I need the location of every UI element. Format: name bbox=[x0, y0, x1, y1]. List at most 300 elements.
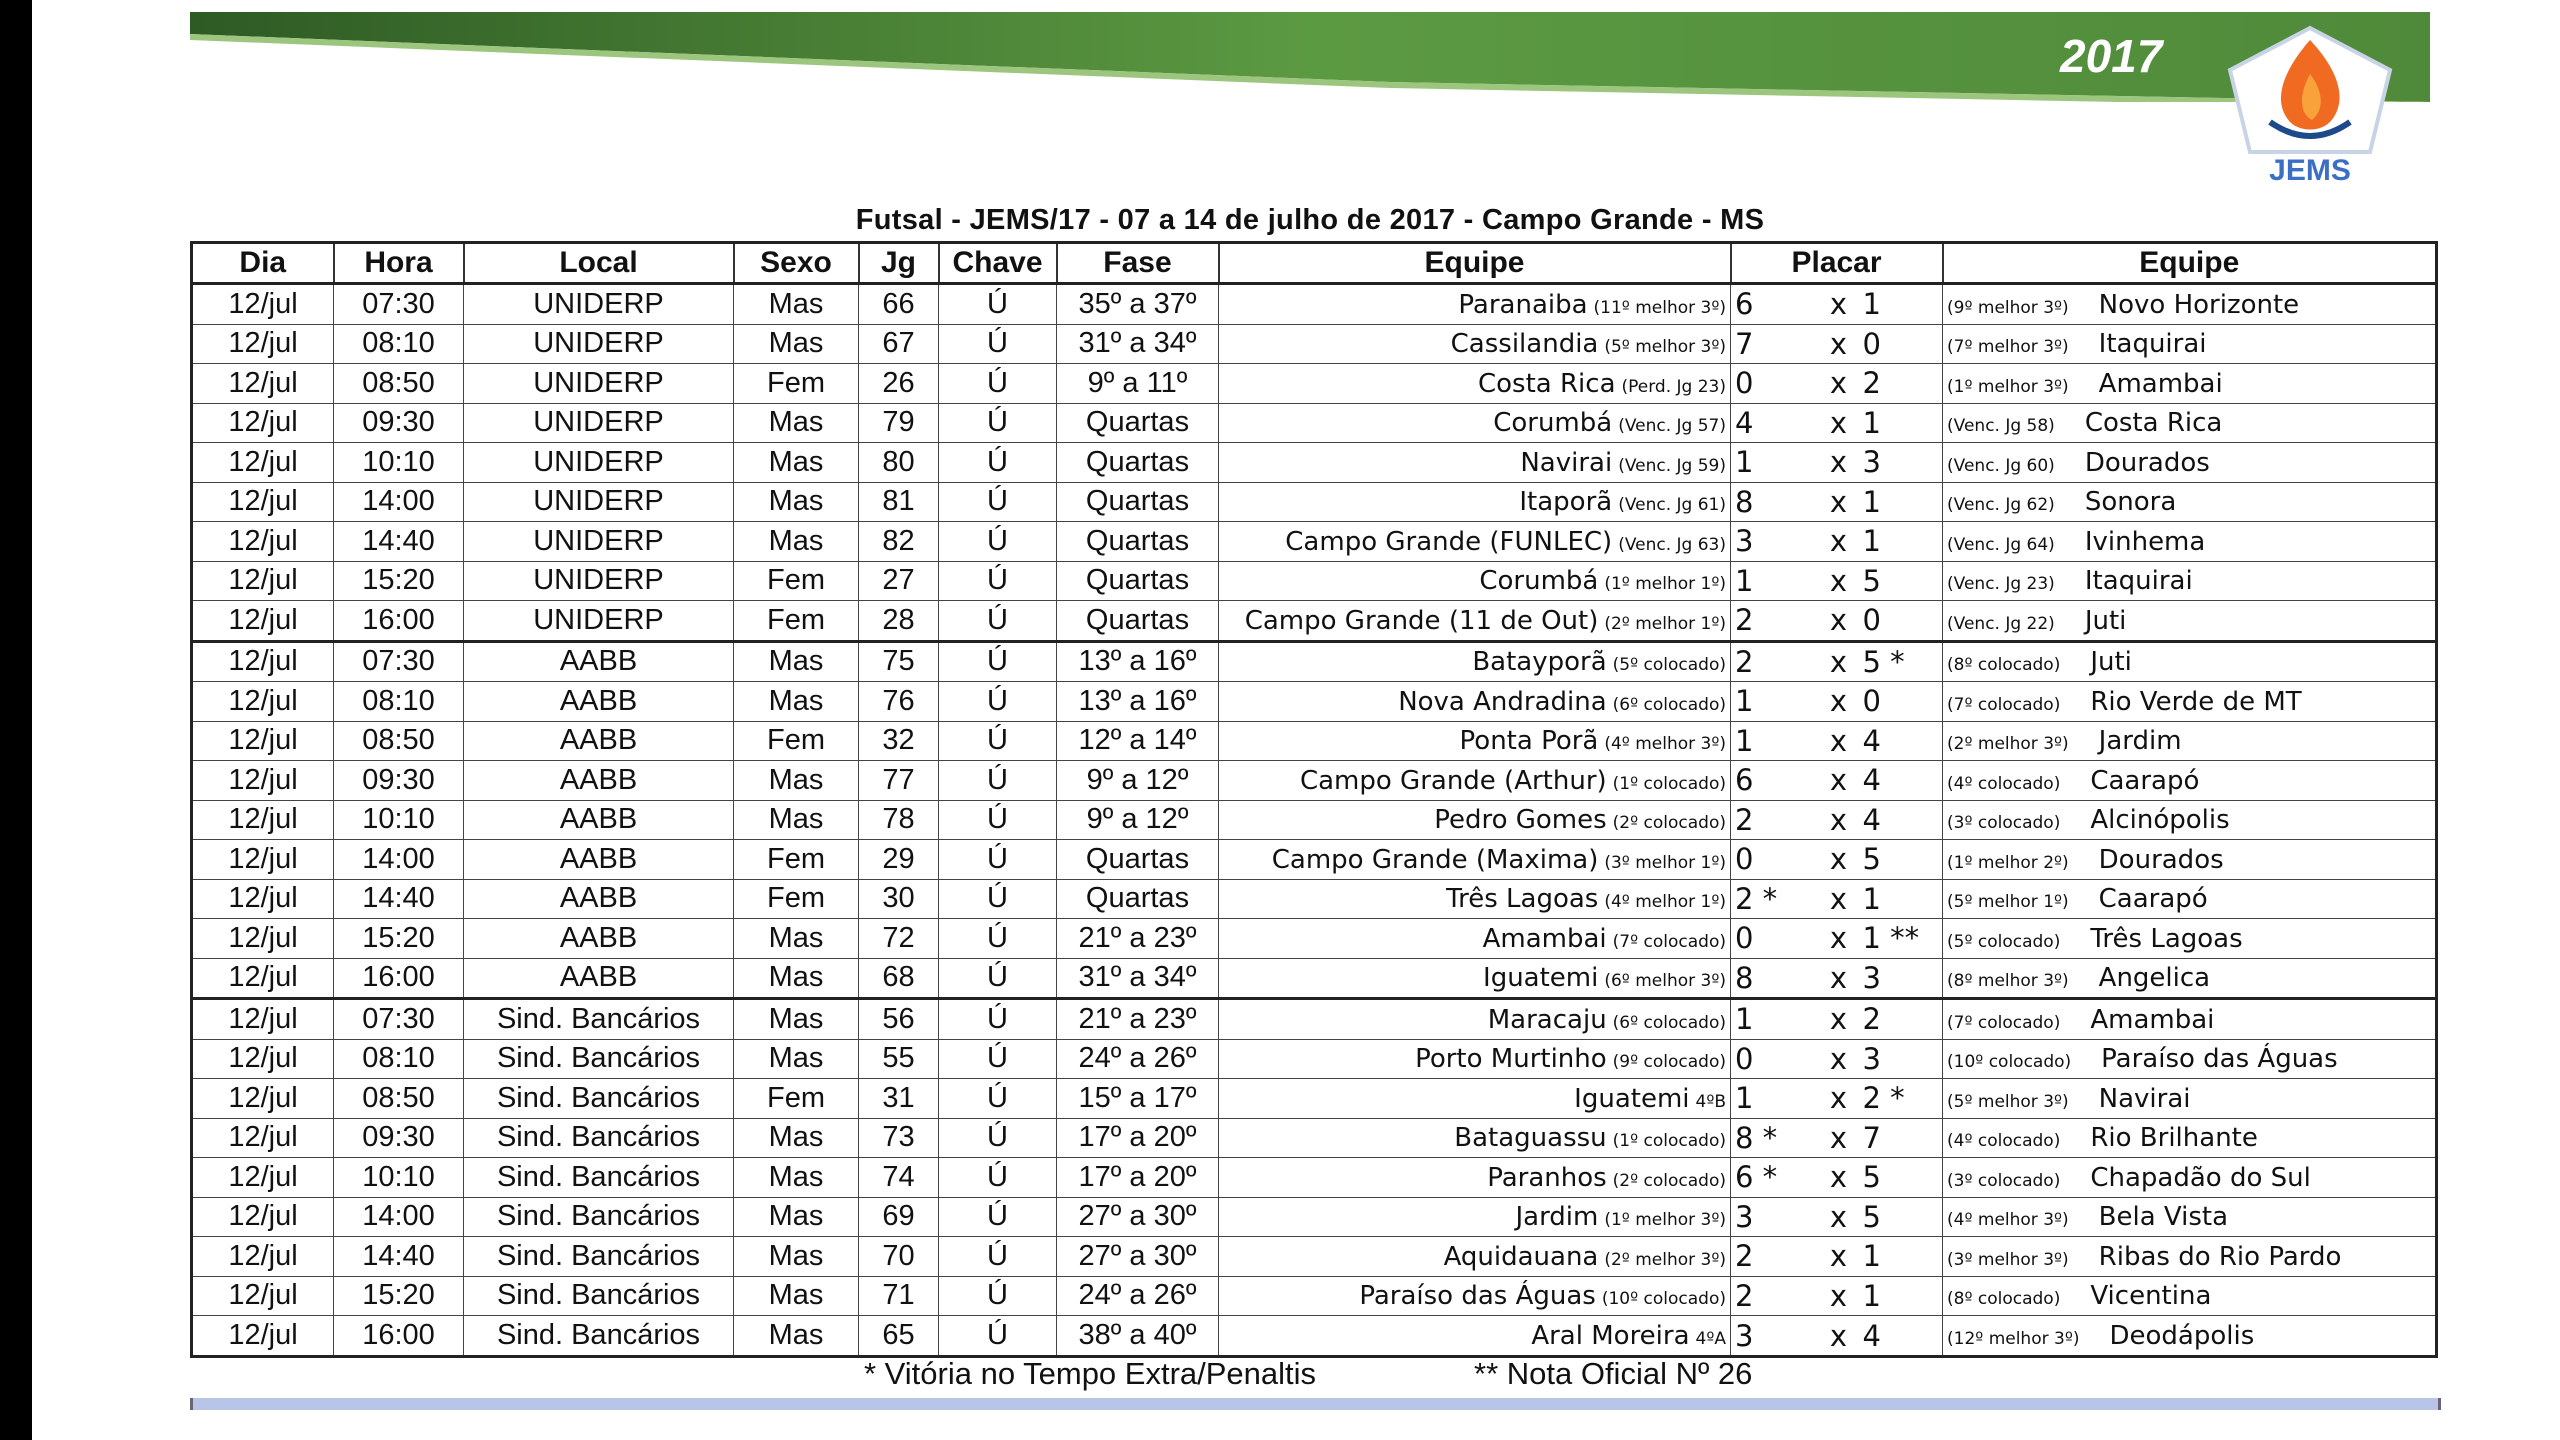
team-home-qualifier: (1º melhor 1º) bbox=[1604, 574, 1726, 595]
cell-score-away: 4 bbox=[1859, 761, 1943, 801]
cell-local: Sind. Bancários bbox=[464, 1118, 734, 1158]
team-away-name: Deodápolis bbox=[2109, 1321, 2255, 1352]
cell-jg: 32 bbox=[859, 721, 939, 761]
cell-local: UNIDERP bbox=[464, 443, 734, 483]
cell-score-away: 5 bbox=[1859, 840, 1943, 880]
cell-team-home bbox=[1219, 999, 1731, 1040]
cell-hora: 09:30 bbox=[334, 761, 464, 801]
bottom-rule bbox=[190, 1398, 2441, 1410]
cell-score-home: 8 bbox=[1731, 958, 1819, 999]
team-home-qualifier: (3º melhor 1º) bbox=[1604, 852, 1726, 873]
cell-sexo: Mas bbox=[734, 761, 859, 801]
cell-fase: 15º a 17º bbox=[1057, 1079, 1219, 1119]
team-home-qualifier: (4º melhor 1º) bbox=[1604, 892, 1726, 913]
cell-team-home bbox=[1219, 800, 1731, 840]
cell-local: UNIDERP bbox=[464, 522, 734, 562]
cell-score-away: 1 bbox=[1859, 284, 1943, 325]
team-home-qualifier: 4ºB bbox=[1695, 1091, 1726, 1112]
table-row bbox=[192, 958, 2437, 999]
team-away-name: Jardim bbox=[2098, 726, 2182, 757]
cell-chave: Ú bbox=[939, 761, 1057, 801]
cell-fase: 9º a 11º bbox=[1057, 364, 1219, 404]
cell-sexo: Mas bbox=[734, 641, 859, 682]
cell-team-away bbox=[1943, 403, 2437, 443]
cell-dia: 12/jul bbox=[192, 1316, 334, 1357]
cell-fase: Quartas bbox=[1057, 561, 1219, 601]
cell-team-away bbox=[1943, 999, 2437, 1040]
cell-score-sep: x bbox=[1819, 284, 1859, 325]
cell-jg: 79 bbox=[859, 403, 939, 443]
team-away-name: Amambai bbox=[2098, 368, 2223, 399]
cell-jg: 26 bbox=[859, 364, 939, 404]
cell-fase: 38º a 40º bbox=[1057, 1316, 1219, 1357]
cell-team-home bbox=[1219, 1237, 1731, 1277]
cell-team-home bbox=[1219, 522, 1731, 562]
cell-dia: 12/jul bbox=[192, 840, 334, 880]
cell-chave: Ú bbox=[939, 919, 1057, 959]
team-away-name: Dourados bbox=[2098, 844, 2224, 875]
cell-team-home bbox=[1219, 601, 1731, 642]
team-home-name: Campo Grande (FUNLEC) bbox=[1285, 526, 1613, 557]
team-away-qualifier: (10º colocado) bbox=[1947, 1052, 2072, 1073]
cell-score-sep: x bbox=[1819, 761, 1859, 801]
team-home-name: Itaporã bbox=[1519, 487, 1613, 518]
cell-team-home bbox=[1219, 443, 1731, 483]
cell-team-away bbox=[1943, 919, 2437, 959]
cell-sexo: Mas bbox=[734, 800, 859, 840]
cell-chave: Ú bbox=[939, 1316, 1057, 1357]
cell-score-home: 8 * bbox=[1731, 1118, 1819, 1158]
cell-score-away: 1 bbox=[1859, 1237, 1943, 1277]
cell-jg: 80 bbox=[859, 443, 939, 483]
cell-local: Sind. Bancários bbox=[464, 1316, 734, 1357]
cell-team-away bbox=[1943, 1316, 2437, 1357]
cell-dia: 12/jul bbox=[192, 482, 334, 522]
cell-score-away: 4 bbox=[1859, 800, 1943, 840]
team-home-name: Costa Rica bbox=[1477, 368, 1616, 399]
team-away-name: Caarapó bbox=[2098, 884, 2208, 915]
cell-dia: 12/jul bbox=[192, 999, 334, 1040]
team-away-name: Rio Brilhante bbox=[2090, 1123, 2258, 1154]
header-chave: Chave bbox=[939, 243, 1057, 284]
cell-hora: 08:50 bbox=[334, 364, 464, 404]
team-away-qualifier: (8º colocado) bbox=[1947, 655, 2061, 676]
team-home-name: Corumbá bbox=[1479, 566, 1599, 597]
cell-score-home: 0 bbox=[1731, 364, 1819, 404]
cell-score-home: 1 bbox=[1731, 443, 1819, 483]
cell-hora: 14:00 bbox=[334, 1197, 464, 1237]
cell-score-sep: x bbox=[1819, 879, 1859, 919]
table-row bbox=[192, 403, 2437, 443]
cell-local: AABB bbox=[464, 840, 734, 880]
cell-team-home bbox=[1219, 682, 1731, 722]
cell-team-home bbox=[1219, 482, 1731, 522]
cell-score-away: 7 bbox=[1859, 1118, 1943, 1158]
team-away-qualifier: (5º melhor 1º) bbox=[1947, 892, 2069, 913]
cell-dia: 12/jul bbox=[192, 682, 334, 722]
team-home-qualifier: (Venc. Jg 63) bbox=[1618, 534, 1726, 555]
team-away-qualifier: (4º melhor 3º) bbox=[1947, 1210, 2069, 1231]
cell-score-sep: x bbox=[1819, 482, 1859, 522]
team-home-qualifier: (1º melhor 3º) bbox=[1604, 1210, 1726, 1231]
cell-fase: 24º a 26º bbox=[1057, 1039, 1219, 1079]
cell-score-home: 1 bbox=[1731, 999, 1819, 1040]
team-away-name: Amambai bbox=[2090, 1004, 2215, 1035]
team-home-name: Paraíso das Águas bbox=[1359, 1281, 1596, 1312]
cell-jg: 78 bbox=[859, 800, 939, 840]
cell-sexo: Mas bbox=[734, 999, 859, 1040]
cell-team-home bbox=[1219, 1197, 1731, 1237]
cell-jg: 27 bbox=[859, 561, 939, 601]
team-home-name: Campo Grande (Arthur) bbox=[1299, 765, 1607, 796]
team-away-qualifier: (5º melhor 3º) bbox=[1947, 1091, 2069, 1112]
cell-score-away: 1 bbox=[1859, 482, 1943, 522]
team-away-name: Juti bbox=[2084, 605, 2127, 636]
cell-score-home: 6 bbox=[1731, 284, 1819, 325]
cell-fase: Quartas bbox=[1057, 840, 1219, 880]
cell-local: AABB bbox=[464, 919, 734, 959]
cell-score-away: 1 bbox=[1859, 403, 1943, 443]
cell-sexo: Mas bbox=[734, 443, 859, 483]
cell-score-sep: x bbox=[1819, 522, 1859, 562]
cell-chave: Ú bbox=[939, 1039, 1057, 1079]
cell-score-home: 2 * bbox=[1731, 879, 1819, 919]
team-home-qualifier: (7º colocado) bbox=[1612, 931, 1726, 952]
cell-dia: 12/jul bbox=[192, 284, 334, 325]
table-row bbox=[192, 682, 2437, 722]
table-row bbox=[192, 761, 2437, 801]
cell-score-home: 3 bbox=[1731, 1197, 1819, 1237]
cell-jg: 66 bbox=[859, 284, 939, 325]
cell-chave: Ú bbox=[939, 721, 1057, 761]
cell-dia: 12/jul bbox=[192, 800, 334, 840]
cell-hora: 07:30 bbox=[334, 999, 464, 1040]
cell-score-sep: x bbox=[1819, 1118, 1859, 1158]
cell-score-sep: x bbox=[1819, 840, 1859, 880]
cell-score-home: 7 bbox=[1731, 324, 1819, 364]
cell-score-home: 1 bbox=[1731, 561, 1819, 601]
cell-score-sep: x bbox=[1819, 1158, 1859, 1198]
cell-score-home: 2 bbox=[1731, 800, 1819, 840]
cell-score-sep: x bbox=[1819, 561, 1859, 601]
team-home-name: Jardim bbox=[1515, 1202, 1599, 1233]
cell-fase: 31º a 34º bbox=[1057, 324, 1219, 364]
table-row bbox=[192, 522, 2437, 562]
cell-score-home: 2 bbox=[1731, 1276, 1819, 1316]
cell-score-sep: x bbox=[1819, 324, 1859, 364]
cell-team-home bbox=[1219, 1158, 1731, 1198]
cell-chave: Ú bbox=[939, 1158, 1057, 1198]
team-home-name: Campo Grande (11 de Out) bbox=[1244, 605, 1599, 636]
cell-hora: 10:10 bbox=[334, 800, 464, 840]
cell-hora: 16:00 bbox=[334, 958, 464, 999]
cell-fase: 21º a 23º bbox=[1057, 999, 1219, 1040]
cell-chave: Ú bbox=[939, 482, 1057, 522]
cell-jg: 30 bbox=[859, 879, 939, 919]
team-away-qualifier: (3º colocado) bbox=[1947, 813, 2061, 834]
cell-team-away bbox=[1943, 1276, 2437, 1316]
header-equipe-2: Equipe bbox=[1943, 243, 2437, 284]
cell-fase: 12º a 14º bbox=[1057, 721, 1219, 761]
cell-sexo: Mas bbox=[734, 284, 859, 325]
cell-chave: Ú bbox=[939, 1079, 1057, 1119]
cell-hora: 09:30 bbox=[334, 403, 464, 443]
cell-hora: 07:30 bbox=[334, 641, 464, 682]
team-away-qualifier: (Venc. Jg 60) bbox=[1947, 455, 2055, 476]
team-home-qualifier: (6º melhor 3º) bbox=[1604, 971, 1726, 992]
cell-jg: 72 bbox=[859, 919, 939, 959]
team-home-qualifier: (2º colocado) bbox=[1612, 1170, 1726, 1191]
cell-dia: 12/jul bbox=[192, 1276, 334, 1316]
cell-fase: 21º a 23º bbox=[1057, 919, 1219, 959]
cell-local: Sind. Bancários bbox=[464, 1158, 734, 1198]
header-equipe-1: Equipe bbox=[1219, 243, 1731, 284]
cell-hora: 09:30 bbox=[334, 1118, 464, 1158]
cell-score-home: 4 bbox=[1731, 403, 1819, 443]
cell-score-sep: x bbox=[1819, 403, 1859, 443]
cell-local: UNIDERP bbox=[464, 482, 734, 522]
table-row bbox=[192, 1158, 2437, 1198]
cell-local: Sind. Bancários bbox=[464, 999, 734, 1040]
cell-chave: Ú bbox=[939, 641, 1057, 682]
team-home-name: Campo Grande (Maxima) bbox=[1271, 844, 1599, 875]
cell-dia: 12/jul bbox=[192, 561, 334, 601]
cell-jg: 73 bbox=[859, 1118, 939, 1158]
cell-local: Sind. Bancários bbox=[464, 1079, 734, 1119]
team-away-qualifier: (3º melhor 3º) bbox=[1947, 1249, 2069, 1270]
cell-team-home bbox=[1219, 919, 1731, 959]
cell-dia: 12/jul bbox=[192, 641, 334, 682]
team-away-name: Sonora bbox=[2084, 487, 2177, 518]
cell-fase: 9º a 12º bbox=[1057, 761, 1219, 801]
team-home-qualifier: (6º colocado) bbox=[1612, 694, 1726, 715]
cell-chave: Ú bbox=[939, 1237, 1057, 1277]
cell-chave: Ú bbox=[939, 800, 1057, 840]
team-away-qualifier: (8º colocado) bbox=[1947, 1289, 2061, 1310]
team-away-name: Alcinópolis bbox=[2090, 805, 2230, 836]
cell-team-away bbox=[1943, 641, 2437, 682]
team-home-name: Corumbá bbox=[1493, 408, 1613, 439]
table-row bbox=[192, 840, 2437, 880]
cell-jg: 67 bbox=[859, 324, 939, 364]
team-away-name: Navirai bbox=[2098, 1083, 2191, 1114]
team-away-name: Três Lagoas bbox=[2090, 923, 2243, 954]
cell-sexo: Fem bbox=[734, 721, 859, 761]
cell-fase: 24º a 26º bbox=[1057, 1276, 1219, 1316]
cell-hora: 08:10 bbox=[334, 682, 464, 722]
cell-hora: 08:50 bbox=[334, 1079, 464, 1119]
cell-score-sep: x bbox=[1819, 682, 1859, 722]
team-away-qualifier: (4º colocado) bbox=[1947, 1131, 2061, 1152]
cell-team-away bbox=[1943, 522, 2437, 562]
team-away-qualifier: (7º colocado) bbox=[1947, 1012, 2061, 1033]
cell-local: UNIDERP bbox=[464, 561, 734, 601]
cell-score-home: 2 bbox=[1731, 1237, 1819, 1277]
cell-hora: 16:00 bbox=[334, 601, 464, 642]
cell-hora: 15:20 bbox=[334, 561, 464, 601]
schedule-body bbox=[192, 284, 2437, 1357]
team-away-qualifier: (1º melhor 3º) bbox=[1947, 376, 2069, 397]
team-away-name: Angelica bbox=[2098, 963, 2211, 994]
cell-team-away bbox=[1943, 284, 2437, 325]
cell-sexo: Fem bbox=[734, 1079, 859, 1119]
cell-score-away: 5 bbox=[1859, 561, 1943, 601]
cell-score-home: 6 bbox=[1731, 761, 1819, 801]
cell-chave: Ú bbox=[939, 1197, 1057, 1237]
cell-sexo: Mas bbox=[734, 324, 859, 364]
cell-hora: 15:20 bbox=[334, 919, 464, 959]
cell-sexo: Mas bbox=[734, 1197, 859, 1237]
team-home-qualifier: (2º melhor 3º) bbox=[1604, 1249, 1726, 1270]
footnote-extra-time: * Vitória no Tempo Extra/Penaltis bbox=[864, 1356, 1317, 1391]
cell-team-home bbox=[1219, 1079, 1731, 1119]
cell-fase: Quartas bbox=[1057, 879, 1219, 919]
cell-score-sep: x bbox=[1819, 641, 1859, 682]
cell-jg: 68 bbox=[859, 958, 939, 999]
team-home-qualifier: (4º melhor 3º) bbox=[1604, 734, 1726, 755]
cell-dia: 12/jul bbox=[192, 601, 334, 642]
cell-jg: 75 bbox=[859, 641, 939, 682]
cell-team-home bbox=[1219, 403, 1731, 443]
cell-dia: 12/jul bbox=[192, 1079, 334, 1119]
cell-jg: 69 bbox=[859, 1197, 939, 1237]
document-title: Futsal - JEMS/17 - 07 a 14 de julho de 2017 - Campo Grande - MS bbox=[855, 204, 1765, 236]
table-row bbox=[192, 324, 2437, 364]
cell-local: AABB bbox=[464, 641, 734, 682]
cell-score-home: 8 bbox=[1731, 482, 1819, 522]
cell-team-away bbox=[1943, 364, 2437, 404]
cell-jg: 76 bbox=[859, 682, 939, 722]
team-home-qualifier: (Perd. Jg 23) bbox=[1621, 376, 1726, 397]
team-away-name: Novo Horizonte bbox=[2098, 289, 2300, 320]
cell-team-home bbox=[1219, 284, 1731, 325]
cell-hora: 08:10 bbox=[334, 1039, 464, 1079]
cell-team-away bbox=[1943, 1197, 2437, 1237]
cell-chave: Ú bbox=[939, 1276, 1057, 1316]
cell-chave: Ú bbox=[939, 324, 1057, 364]
cell-dia: 12/jul bbox=[192, 443, 334, 483]
cell-team-away bbox=[1943, 879, 2437, 919]
cell-local: AABB bbox=[464, 800, 734, 840]
cell-dia: 12/jul bbox=[192, 364, 334, 404]
cell-team-home bbox=[1219, 561, 1731, 601]
cell-score-away: 3 bbox=[1859, 443, 1943, 483]
cell-score-away: 2 bbox=[1859, 999, 1943, 1040]
team-home-qualifier: (Venc. Jg 59) bbox=[1618, 455, 1726, 476]
cell-local: AABB bbox=[464, 958, 734, 999]
cell-sexo: Fem bbox=[734, 601, 859, 642]
cell-chave: Ú bbox=[939, 601, 1057, 642]
cell-score-sep: x bbox=[1819, 443, 1859, 483]
cell-score-sep: x bbox=[1819, 721, 1859, 761]
cell-sexo: Mas bbox=[734, 1316, 859, 1357]
cell-team-home bbox=[1219, 840, 1731, 880]
team-home-name: Amambai bbox=[1482, 923, 1607, 954]
table-row bbox=[192, 601, 2437, 642]
cell-team-home bbox=[1219, 324, 1731, 364]
team-home-qualifier: (Venc. Jg 61) bbox=[1618, 495, 1726, 516]
cell-team-away bbox=[1943, 1079, 2437, 1119]
cell-score-sep: x bbox=[1819, 1197, 1859, 1237]
team-home-qualifier: (2º colocado) bbox=[1612, 813, 1726, 834]
cell-chave: Ú bbox=[939, 999, 1057, 1040]
cell-fase: Quartas bbox=[1057, 443, 1219, 483]
cell-team-home bbox=[1219, 1039, 1731, 1079]
cell-fase: 27º a 30º bbox=[1057, 1197, 1219, 1237]
cell-jg: 56 bbox=[859, 999, 939, 1040]
left-scan-edge bbox=[0, 0, 32, 1440]
table-row bbox=[192, 1039, 2437, 1079]
cell-team-away bbox=[1943, 324, 2437, 364]
jems-logo bbox=[2220, 22, 2400, 192]
cell-local: UNIDERP bbox=[464, 364, 734, 404]
cell-fase: 35º a 37º bbox=[1057, 284, 1219, 325]
cell-hora: 14:00 bbox=[334, 482, 464, 522]
cell-score-home: 0 bbox=[1731, 840, 1819, 880]
cell-local: AABB bbox=[464, 879, 734, 919]
cell-team-home bbox=[1219, 641, 1731, 682]
cell-chave: Ú bbox=[939, 840, 1057, 880]
team-home-qualifier: (Venc. Jg 57) bbox=[1618, 416, 1726, 437]
team-home-name: Paranaiba bbox=[1458, 289, 1588, 320]
cell-score-away: 0 bbox=[1859, 601, 1943, 642]
team-home-name: Paranhos bbox=[1487, 1162, 1607, 1193]
cell-local: Sind. Bancários bbox=[464, 1276, 734, 1316]
cell-team-home bbox=[1219, 958, 1731, 999]
cell-jg: 81 bbox=[859, 482, 939, 522]
cell-score-sep: x bbox=[1819, 999, 1859, 1040]
cell-hora: 08:50 bbox=[334, 721, 464, 761]
cell-fase: 13º a 16º bbox=[1057, 682, 1219, 722]
team-home-qualifier: (6º colocado) bbox=[1612, 1012, 1726, 1033]
logo-text: JEMS bbox=[2269, 154, 2351, 187]
cell-score-away: 3 bbox=[1859, 958, 1943, 999]
table-row bbox=[192, 1316, 2437, 1357]
cell-jg: 55 bbox=[859, 1039, 939, 1079]
cell-chave: Ú bbox=[939, 1118, 1057, 1158]
cell-dia: 12/jul bbox=[192, 403, 334, 443]
cell-chave: Ú bbox=[939, 879, 1057, 919]
cell-sexo: Mas bbox=[734, 682, 859, 722]
cell-sexo: Mas bbox=[734, 1276, 859, 1316]
cell-team-away bbox=[1943, 482, 2437, 522]
team-away-name: Paraíso das Águas bbox=[2101, 1044, 2338, 1075]
table-row bbox=[192, 482, 2437, 522]
cell-jg: 82 bbox=[859, 522, 939, 562]
team-away-name: Ribas do Rio Pardo bbox=[2098, 1241, 2342, 1272]
cell-score-home: 1 bbox=[1731, 682, 1819, 722]
header-placar: Placar bbox=[1731, 243, 1943, 284]
header-sexo: Sexo bbox=[734, 243, 859, 284]
team-away-qualifier: (9º melhor 3º) bbox=[1947, 297, 2069, 318]
team-away-qualifier: (Venc. Jg 58) bbox=[1947, 416, 2055, 437]
banner-year: 2017 bbox=[2060, 30, 2163, 82]
table-row bbox=[192, 999, 2437, 1040]
cell-team-away bbox=[1943, 800, 2437, 840]
cell-team-home bbox=[1219, 721, 1731, 761]
cell-score-away: 0 bbox=[1859, 324, 1943, 364]
cell-jg: 29 bbox=[859, 840, 939, 880]
cell-score-away: 0 bbox=[1859, 682, 1943, 722]
cell-score-sep: x bbox=[1819, 1237, 1859, 1277]
team-away-qualifier: (8º melhor 3º) bbox=[1947, 971, 2069, 992]
team-away-name: Vicentina bbox=[2090, 1281, 2212, 1312]
cell-dia: 12/jul bbox=[192, 1237, 334, 1277]
cell-score-away: 5 bbox=[1859, 1158, 1943, 1198]
cell-team-home bbox=[1219, 1118, 1731, 1158]
cell-sexo: Mas bbox=[734, 1158, 859, 1198]
cell-local: Sind. Bancários bbox=[464, 1039, 734, 1079]
